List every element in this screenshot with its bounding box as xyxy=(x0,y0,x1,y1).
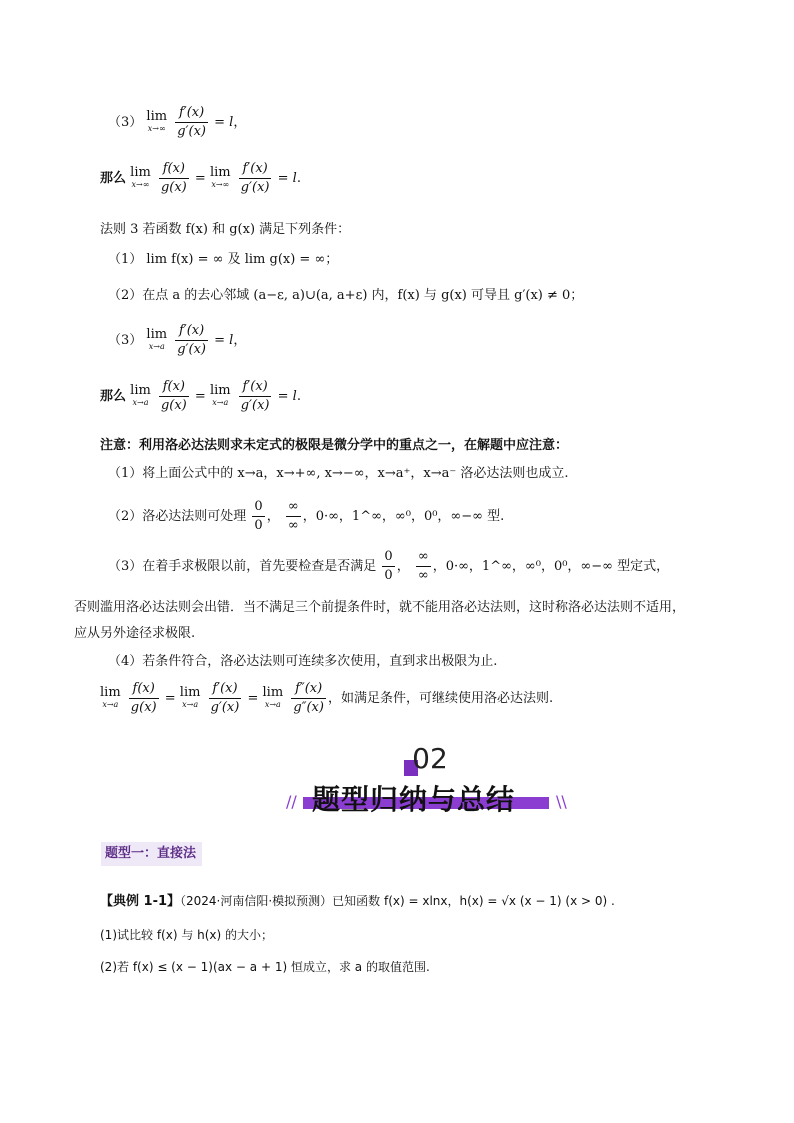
section-title: 题型归纳与总结 xyxy=(312,783,516,816)
note-1: （1）将上面公式中的 x→a，x→+∞, x→−∞，x→a⁺，x→a⁻ 洛必达法则也成立. xyxy=(108,466,569,481)
fraction-fprime-gprime: $\frac{f'(x)}{g'(x)}$ xyxy=(177,105,206,139)
note-4: （4）若条件符合，洛必达法则可连续多次使用，直到求出极限为止. xyxy=(108,654,498,669)
conclusion-line-infinity: 那么 lim x→∞ $\frac{f(x)}{g(x)}$ = lim x→∞ $\frac{f'(x)}{g'(x)}$ = l. xyxy=(100,161,301,195)
note-3-continuation: 否则滥用洛必达法则会出错．当不满足三个前提条件时，就不能用洛必达法则，这时称洛必达法则不适用， xyxy=(74,600,686,615)
rule-3-heading: 法则 3 若函数 f(x) 和 g(x) 满足下列条件： xyxy=(100,222,351,237)
slash-decoration-left: // xyxy=(286,792,297,811)
question-1: (1)试比较 f(x) 与 h(x) 的大小； xyxy=(100,928,274,942)
rule-3-condition-3: （3） lim x→a $\frac{f'(x)}{g'(x)}$ = l， xyxy=(108,323,247,357)
condition-3-line: （3） lim x→∞ $\frac{f'(x)}{g'(x)}$ = l， xyxy=(108,105,247,139)
note-4-formula: lim x→a $\frac{f(x)}{g(x)}$ = lim x→a $\frac{f'(x)}{g'(x)}$ = lim x→a $\frac{f''(x)}{g''(x)}$ ，如满足条件，可继续使用洛必达法则. xyxy=(100,681,554,715)
question-2: (2)若 f(x) ≤ (x − 1)(ax − a + 1) 恒成立，求 a 的取值范围. xyxy=(100,960,430,974)
section-number: 02 xyxy=(412,742,448,775)
condition-label: （3） xyxy=(108,115,143,130)
rule-3-condition-1: （1） lim f(x) = ∞ 及 lim g(x) = ∞； xyxy=(108,252,339,267)
note-2: （2）洛必达法则可处理 $\frac{0}{0}$ ， $\frac{\infty}{\infty}$ ，0·∞，1^∞，∞⁰，0⁰，∞−∞ 型. xyxy=(108,499,505,533)
note-3: （3）在着手求极限以前，首先要检查是否满足 $\frac{0}{0}$ ， $\frac{\infty}{\infty}$ ，0·∞，1^∞，∞⁰，0⁰，∞−∞ 型定式， xyxy=(108,549,670,583)
rule-3-condition-2: （2）在点 a 的去心邻域 (a−ε, a)∪(a, a+ε) 内，f(x) 与 g(x) 可导且 g′(x) ≠ 0； xyxy=(108,288,584,303)
note-3-continuation-2: 应从另外途径求极限. xyxy=(74,626,196,641)
limit-operator: lim x→∞ xyxy=(146,108,168,133)
note-heading: 注意：利用洛必达法则求未定式的极限是微分学中的重点之一，在解题中应注意： xyxy=(100,438,569,453)
conclusion-line-a: 那么 lim x→a $\frac{f(x)}{g(x)}$ = lim x→a $\frac{f'(x)}{g'(x)}$ = l. xyxy=(100,379,301,413)
slash-decoration-right: \\ xyxy=(556,792,567,811)
type-heading: 题型一：直接法 xyxy=(101,842,202,866)
example-intro xyxy=(100,890,615,909)
example-label: 【典例 1-1】 xyxy=(100,894,181,909)
example-source: （2024·河南信阳·模拟预测）已知函数 f(x) = xlnx，h(x) = √x (x − 1) (x > 0) . xyxy=(180,894,615,908)
